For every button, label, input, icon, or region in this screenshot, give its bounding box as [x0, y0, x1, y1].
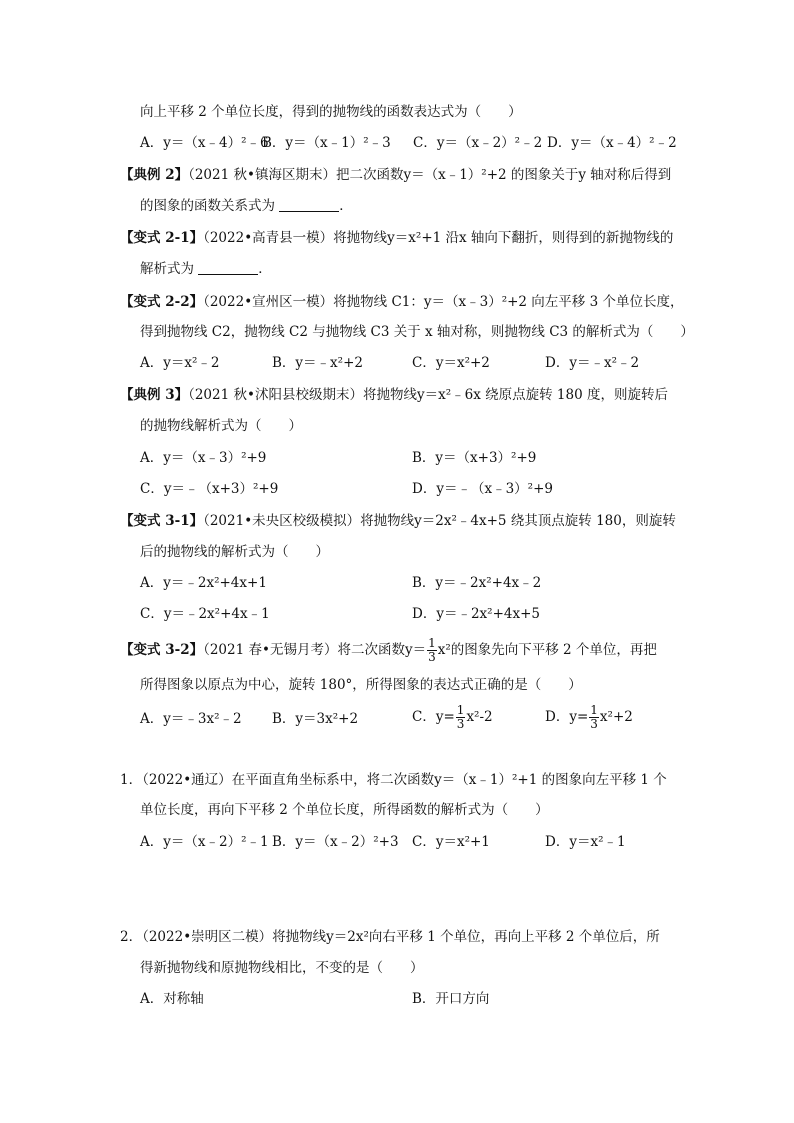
variant-text: 解析式为: [140, 261, 194, 277]
option-d: D．y＝（x﹣4）²﹣2: [547, 135, 677, 151]
option-d: D．y= $\frac{1}{3}$ x²+2: [545, 703, 633, 731]
option-label: C．: [412, 709, 436, 725]
period: ．: [258, 261, 272, 277]
option-c: C．y＝﹣2x²+4x﹣1: [140, 606, 270, 622]
option-c: C．y＝﹣（x+3）²+9: [140, 481, 279, 497]
variant-2-2-line1: [120, 293, 683, 311]
question-1-line2: 单位长度，再向下平移 2 个单位长度，所得函数的解析式为（ ）: [140, 802, 549, 818]
question-2-line1: 2．（2022•崇明区二模）将抛物线y＝2x²向右平移 1 个单位，再向上平移 2 个单位后，所: [120, 929, 660, 945]
option-c: C．y＝（x﹣2）²﹣2: [413, 135, 543, 151]
variant-2-1-line2: [140, 260, 272, 278]
option-a: A．对称轴: [140, 991, 204, 1007]
variant-text: （2022•宣州区一模）将抛物线 C1：y＝（x﹣3）²+2 向左平移 3 个单位长度，: [203, 294, 684, 310]
option-d: D．y＝﹣x²﹣2: [545, 355, 640, 371]
option-expression: x²-2: [466, 709, 493, 725]
fraction: [456, 704, 466, 731]
variant-tag: 【变式 2-1】: [120, 230, 204, 246]
fraction-denominator: 3: [456, 717, 465, 731]
option-b: B．y＝（x﹣2）²+3: [272, 834, 399, 850]
variant-tag: 【变式 3-2】: [120, 642, 204, 658]
option-a: A．y＝（x﹣3）²+9: [140, 450, 267, 466]
option-b: B．y＝（x+3）²+9: [412, 450, 537, 466]
option-b: B．y＝﹣x²+2: [272, 355, 363, 371]
variant-text: （2021•未央区校级模拟）将抛物线y＝2x²﹣4x+5 绕其顶点旋转 180，则旋转: [203, 513, 676, 529]
variant-tag: 【变式 2-2】: [120, 294, 204, 310]
option-a: A．y＝﹣3x²﹣2: [140, 711, 242, 727]
fraction: [427, 637, 437, 664]
option-a: A．y＝（x﹣4）²﹣6: [140, 135, 269, 151]
fraction: [589, 704, 599, 731]
example-2-line1: [120, 166, 671, 184]
variant-text: x²的图象先向下平移 2 个单位，再把: [437, 642, 657, 658]
question-2-line2: 得新抛物线和原抛物线相比，不变的是（ ）: [140, 960, 424, 976]
fraction-numerator: 1: [456, 703, 465, 717]
variant-text: （2022•高青县一模）将抛物线y＝x²+1 沿x 轴向下翻折，则得到的新抛物线的: [203, 230, 674, 246]
variant-3-1-line2: 后的抛物线的解析式为（ ）: [140, 544, 329, 560]
example-3-line2: 的抛物线解析式为（ ）: [140, 418, 302, 434]
option-b: B．y＝3x²+2: [272, 711, 359, 727]
variant-3-2-line1: [120, 637, 657, 664]
option-d: D．y＝﹣（x﹣3）²+9: [412, 481, 553, 497]
option-b: B．开口方向: [412, 991, 490, 1007]
question-1-line1: 1．（2022•通辽）在平面直角坐标系中，将二次函数y＝（x﹣1）²+1 的图象向左平移 1 个: [120, 772, 667, 788]
option-b: B．y＝（x﹣1）²﹣3: [262, 135, 391, 151]
answer-blank: [279, 199, 339, 212]
fraction-denominator: 3: [428, 650, 436, 664]
variant-3-2-line2: 所得图象以原点为中心，旋转 180°，所得图象的表达式正确的是（ ）: [140, 677, 582, 693]
example-2-line2: [140, 197, 353, 215]
variant-2-2-line2: 得到抛物线 C2，抛物线 C2 与抛物线 C3 关于 x 轴对称，则抛物线 C3 的解析式为（ ）: [140, 324, 694, 340]
fraction-numerator: 1: [428, 636, 436, 650]
fraction-denominator: 3: [590, 717, 598, 731]
example-text: （2021 秋•沭阳县校级期末）将抛物线y＝x²﹣6x 绕原点旋转 180 度，则旋转后: [188, 387, 668, 403]
option-a: A．y＝x²﹣2: [140, 355, 220, 371]
variant-3-1-line1: [120, 512, 676, 530]
variant-2-1-line1: [120, 229, 673, 247]
option-b: B．y＝﹣2x²+4x﹣2: [412, 575, 542, 591]
fraction-numerator: 1: [590, 703, 598, 717]
variant-text: （2021 春•无锡月考）将二次函数y＝: [203, 642, 427, 658]
option-d: D．y＝x²﹣1: [545, 834, 626, 850]
example-3-line1: [120, 386, 668, 404]
option-a: A．y＝（x﹣2）²﹣1: [140, 834, 269, 850]
option-label: D．: [545, 709, 570, 725]
answer-blank: [198, 262, 258, 275]
period: ．: [339, 198, 353, 214]
option-c: C．y＝x²+2: [412, 355, 490, 371]
option-c: C．y＝x²+1: [412, 834, 490, 850]
variant-tag: 【变式 3-1】: [120, 513, 204, 529]
option-d: D．y＝﹣2x²+4x+5: [412, 606, 540, 622]
option-c: C．y= $\frac{1}{3}$ x²-2: [412, 703, 493, 731]
example-text: （2021 秋•镇海区期末）把二次函数y＝（x﹣1）²+2 的图象关于y 轴对称后得到: [188, 167, 672, 183]
example-text: 的图象的函数关系式为: [140, 198, 275, 214]
example-tag: 【典例 3】: [120, 387, 189, 403]
example-tag: 【典例 2】: [120, 167, 189, 183]
option-expression: x²+2: [599, 709, 633, 725]
option-a: A．y＝﹣2x²+4x+1: [140, 575, 267, 591]
q-continuation-text: 向上平移 2 个单位长度，得到的抛物线的函数表达式为（ ）: [140, 104, 522, 120]
